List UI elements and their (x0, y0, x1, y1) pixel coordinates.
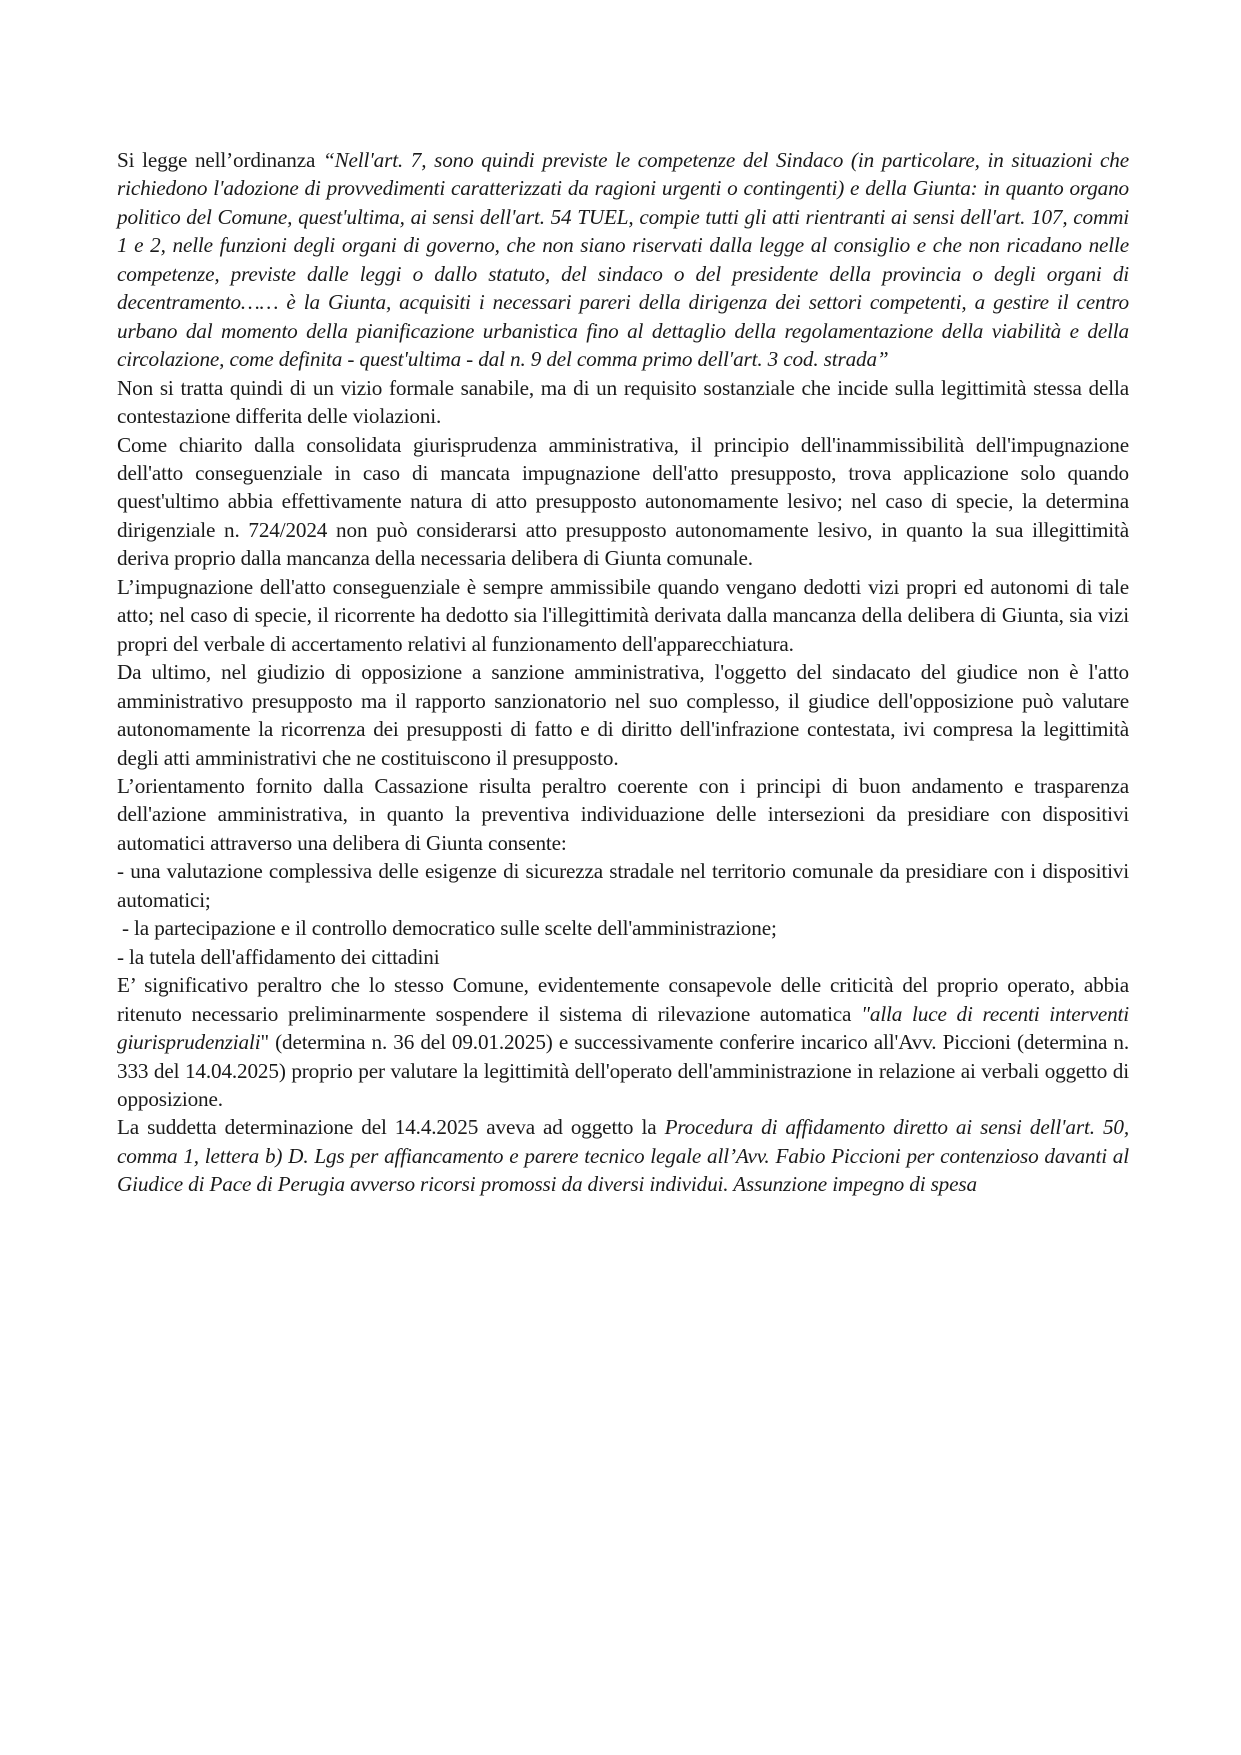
paragraph-giurisprudenza: Come chiarito dalla consolidata giurisprudenza amministrativa, il principio dell'inammissibilità dell'impugnazione dell'atto conseguenziale in caso di mancata impugnazione dell'atto presupposto, trova applicazione solo quando quest'ultimo abbia effettivamente natura di atto presupposto autonomamente lesivo; nel caso di specie, la determina dirigenziale n. 724/2024 non può considerarsi atto presupposto autonomamente lesivo, in quanto la sua illegittimità deriva proprio dalla mancanza della necessaria delibera di Giunta comunale. (117, 432, 1129, 571)
paragraph-lead: Si legge nell’ordinanza (117, 148, 323, 172)
paragraph-vizio-formale: Non si tratta quindi di un vizio formale sanabile, ma di un requisito sostanziale che incide sulla legittimità stessa della contestazione differita delle violazioni. (117, 375, 1129, 429)
determinazione-oggetto: Procedura di affidamento diretto ai sensi dell'art. 50, comma 1, lettera b) D. Lgs per affiancamento e parere tecnico legale all’Avv. Fabio Piccioni per contenzioso davanti al Giudice di Pace di Perugia avverso ricorsi promossi da diversi individui. Assunzione impegno di spesa (117, 1115, 1129, 1197)
paragraph-impugnazione: L’impugnazione dell'atto conseguenziale è sempre ammissibile quando vengano dedotti vizi propri ed autonomi di tale atto; nel caso di specie, il ricorrente ha dedotto sia l'illegittimità derivata dalla mancanza della delibera di Giunta, sia vizi propri del verbale di accertamento relativi al funzionamento dell'apparecchiatura. (117, 574, 1129, 656)
paragraph-giudizio-opposizione: Da ultimo, nel giudizio di opposizione a sanzione amministrativa, l'oggetto del sindacato del giudice non è l'atto amministrativo presupposto ma il rapporto sanzionatorio nel suo complesso, il giudice dell'opposizione può valutare autonomamente la ricorrenza dei presupposti di fatto e di diritto dell'infrazione contestata, ivi compresa la legittimità degli atti amministrativi che ne costituiscono il presupposto. (117, 660, 1129, 770)
paragraph-determinazione (117, 1113, 1129, 1198)
paragraph-text-after: " (determina n. 36 del 09.01.2025) e successivamente conferire incarico all'Avv. Piccioni (determina n. 333 del 14.04.2025) proprio per valutare la legittimità dell'operato dell'amministrazione in relazione ai verbali oggetto di opposizione. (117, 1030, 1129, 1111)
list-item-valutazione: - una valutazione complessiva delle esigenze di sicurezza stradale nel territorio comunale da presidiare con i dispositivi automatici; (117, 859, 1129, 912)
paragraph-ordinanza-quote (117, 146, 1129, 374)
ordinanza-quotation: “Nell'art. 7, sono quindi previste le competenze del Sindaco (in particolare, in situazioni che richiedono l'adozione di provvedimenti caratterizzati da ragioni urgenti o contingenti) e della Giunta: in quanto organo politico del Comune, quest'ultima, ai sensi dell'art. 54 TUEL, compie tutti gli atti rientranti ai sensi dell'art. 107, commi 1 e 2, nelle funzioni degli organi di governo, che non siano riservati dalla legge al consiglio e che non ricadano nelle competenze, previste dalle leggi o dallo statuto, del sindaco o del presidente della provincia o degli organi di decentramento…… è la Giunta, acquisiti i necessari pareri della dirigenza dei settori competenti, a gestire il centro urbano dal momento della pianificazione urbanistica fino al dettaglio della regolamentazione della viabilità e della circolazione, come definita - quest'ultima - dal n. 9 del comma primo dell'art. 3 cod. strada” (117, 148, 1129, 372)
list-item-tutela: - la tutela dell'affidamento dei cittadini (117, 944, 440, 969)
inline-quotation: "alla luce di recenti interventi giurisprudenziali (117, 1001, 1129, 1055)
paragraph-text-before: E’ significativo peraltro che lo stesso Comune, evidentemente consapevole delle criticità del proprio operato, abbia ritenuto necessario preliminarmente sospendere il sistema di rilevazione automatica (117, 973, 1129, 1026)
list-item-partecipazione: - la partecipazione e il controllo democratico sulle scelte dell'amministrazione; (122, 916, 777, 941)
paragraph-orientamento-cassazione: L’orientamento fornito dalla Cassazione risulta peraltro coerente con i principi di buon andamento e trasparenza dell'azione amministrativa, in quanto la preventiva individuazione delle intersezioni da presidiare con dispositivi automatici attraverso una delibera di Giunta consente: (117, 773, 1129, 855)
document-page (117, 146, 1129, 1199)
paragraph-text-before: La suddetta determinazione del 14.4.2025 aveva ad oggetto la (117, 1115, 665, 1140)
paragraph-comune-consapevole (117, 971, 1129, 1113)
